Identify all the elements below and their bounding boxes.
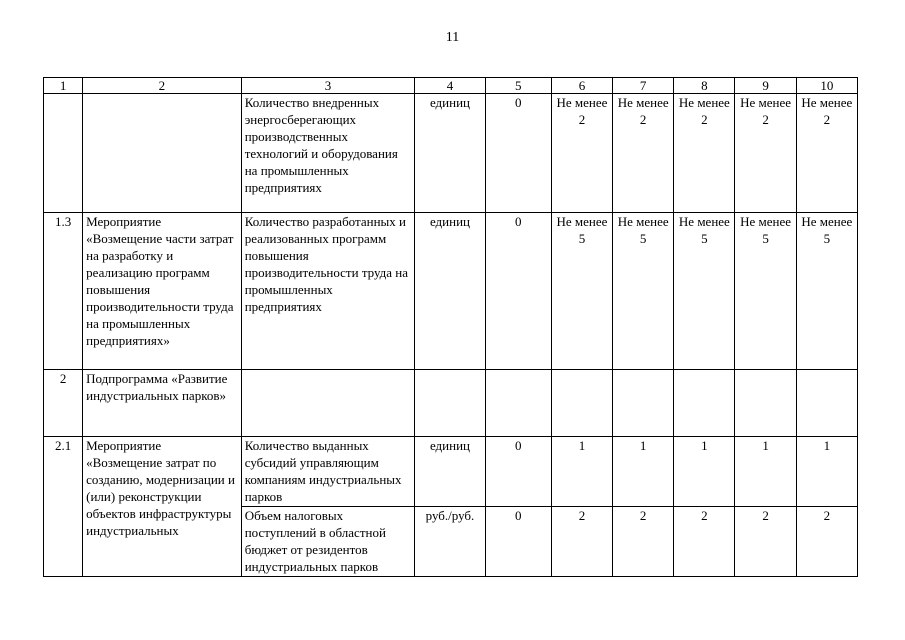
target-value: Не менее 2 xyxy=(613,94,674,213)
table-row xyxy=(44,213,858,370)
target-value: 1 xyxy=(613,437,674,507)
base-value: 0 xyxy=(485,213,551,370)
column-header: 5 xyxy=(485,78,551,94)
measure-name xyxy=(83,94,242,213)
target-value: Не менее 5 xyxy=(613,213,674,370)
indicator-name xyxy=(241,370,415,437)
indicator-name: Количество внедренных энергосберегающих производственных технологий и оборудования на промышленных предприятиях xyxy=(241,94,415,213)
unit: руб./руб. xyxy=(415,507,485,577)
target-value: Не менее 5 xyxy=(674,213,735,370)
column-header: 6 xyxy=(551,78,612,94)
target-value: Не менее 2 xyxy=(796,94,857,213)
target-value: 1 xyxy=(674,437,735,507)
target-value: Не менее 2 xyxy=(674,94,735,213)
column-header: 3 xyxy=(241,78,415,94)
measure-name: Мероприятие «Возмещение части затрат на разработку и реализацию программ повышения производительности труда на промышленных предприятиях» xyxy=(83,213,242,370)
column-header: 7 xyxy=(613,78,674,94)
row-number xyxy=(44,94,83,213)
table-header-row xyxy=(44,78,858,94)
target-value xyxy=(613,370,674,437)
target-value xyxy=(551,370,612,437)
column-header: 4 xyxy=(415,78,485,94)
target-value: 1 xyxy=(551,437,612,507)
indicator-name: Количество выданных субсидий управляющим компаниям индустриальных парков xyxy=(241,437,415,507)
base-value: 0 xyxy=(485,94,551,213)
table-row xyxy=(44,94,858,213)
column-header: 8 xyxy=(674,78,735,94)
target-value: 2 xyxy=(613,507,674,577)
target-value: 2 xyxy=(735,507,796,577)
base-value xyxy=(485,370,551,437)
column-header: 10 xyxy=(796,78,857,94)
indicator-name: Количество разработанных и реализованных программ повышения производительности труда на промышленных предприятиях xyxy=(241,213,415,370)
target-value: 2 xyxy=(796,507,857,577)
base-value: 0 xyxy=(485,507,551,577)
row-number: 2 xyxy=(44,370,83,437)
table-row xyxy=(44,437,858,507)
target-value xyxy=(796,370,857,437)
target-value: 2 xyxy=(674,507,735,577)
measure-name: Мероприятие «Возмещение затрат по созданию, модернизации и (или) реконструкции объектов инфраструктуры индустриальных xyxy=(83,437,242,577)
target-value: 1 xyxy=(735,437,796,507)
target-value: 1 xyxy=(796,437,857,507)
table-row xyxy=(44,370,858,437)
unit: единиц xyxy=(415,437,485,507)
page-number: 11 xyxy=(445,30,460,45)
target-value: Не менее 5 xyxy=(735,213,796,370)
unit: единиц xyxy=(415,213,485,370)
target-value: Не менее 5 xyxy=(551,213,612,370)
column-header: 1 xyxy=(44,78,83,94)
target-value: Не менее 2 xyxy=(735,94,796,213)
unit: единиц xyxy=(415,94,485,213)
indicators-table xyxy=(43,77,858,577)
unit xyxy=(415,370,485,437)
target-value: Не менее 5 xyxy=(796,213,857,370)
target-value xyxy=(735,370,796,437)
row-number: 2.1 xyxy=(44,437,83,577)
base-value: 0 xyxy=(485,437,551,507)
subprogram-name: Подпрограмма «Развитие индустриальных парков» xyxy=(83,370,242,437)
target-value: 2 xyxy=(551,507,612,577)
target-value: Не менее 2 xyxy=(551,94,612,213)
column-header: 9 xyxy=(735,78,796,94)
column-header: 2 xyxy=(83,78,242,94)
row-number: 1.3 xyxy=(44,213,83,370)
indicator-name: Объем налоговых поступлений в областной бюджет от резидентов индустриальных парков xyxy=(241,507,415,577)
target-value xyxy=(674,370,735,437)
